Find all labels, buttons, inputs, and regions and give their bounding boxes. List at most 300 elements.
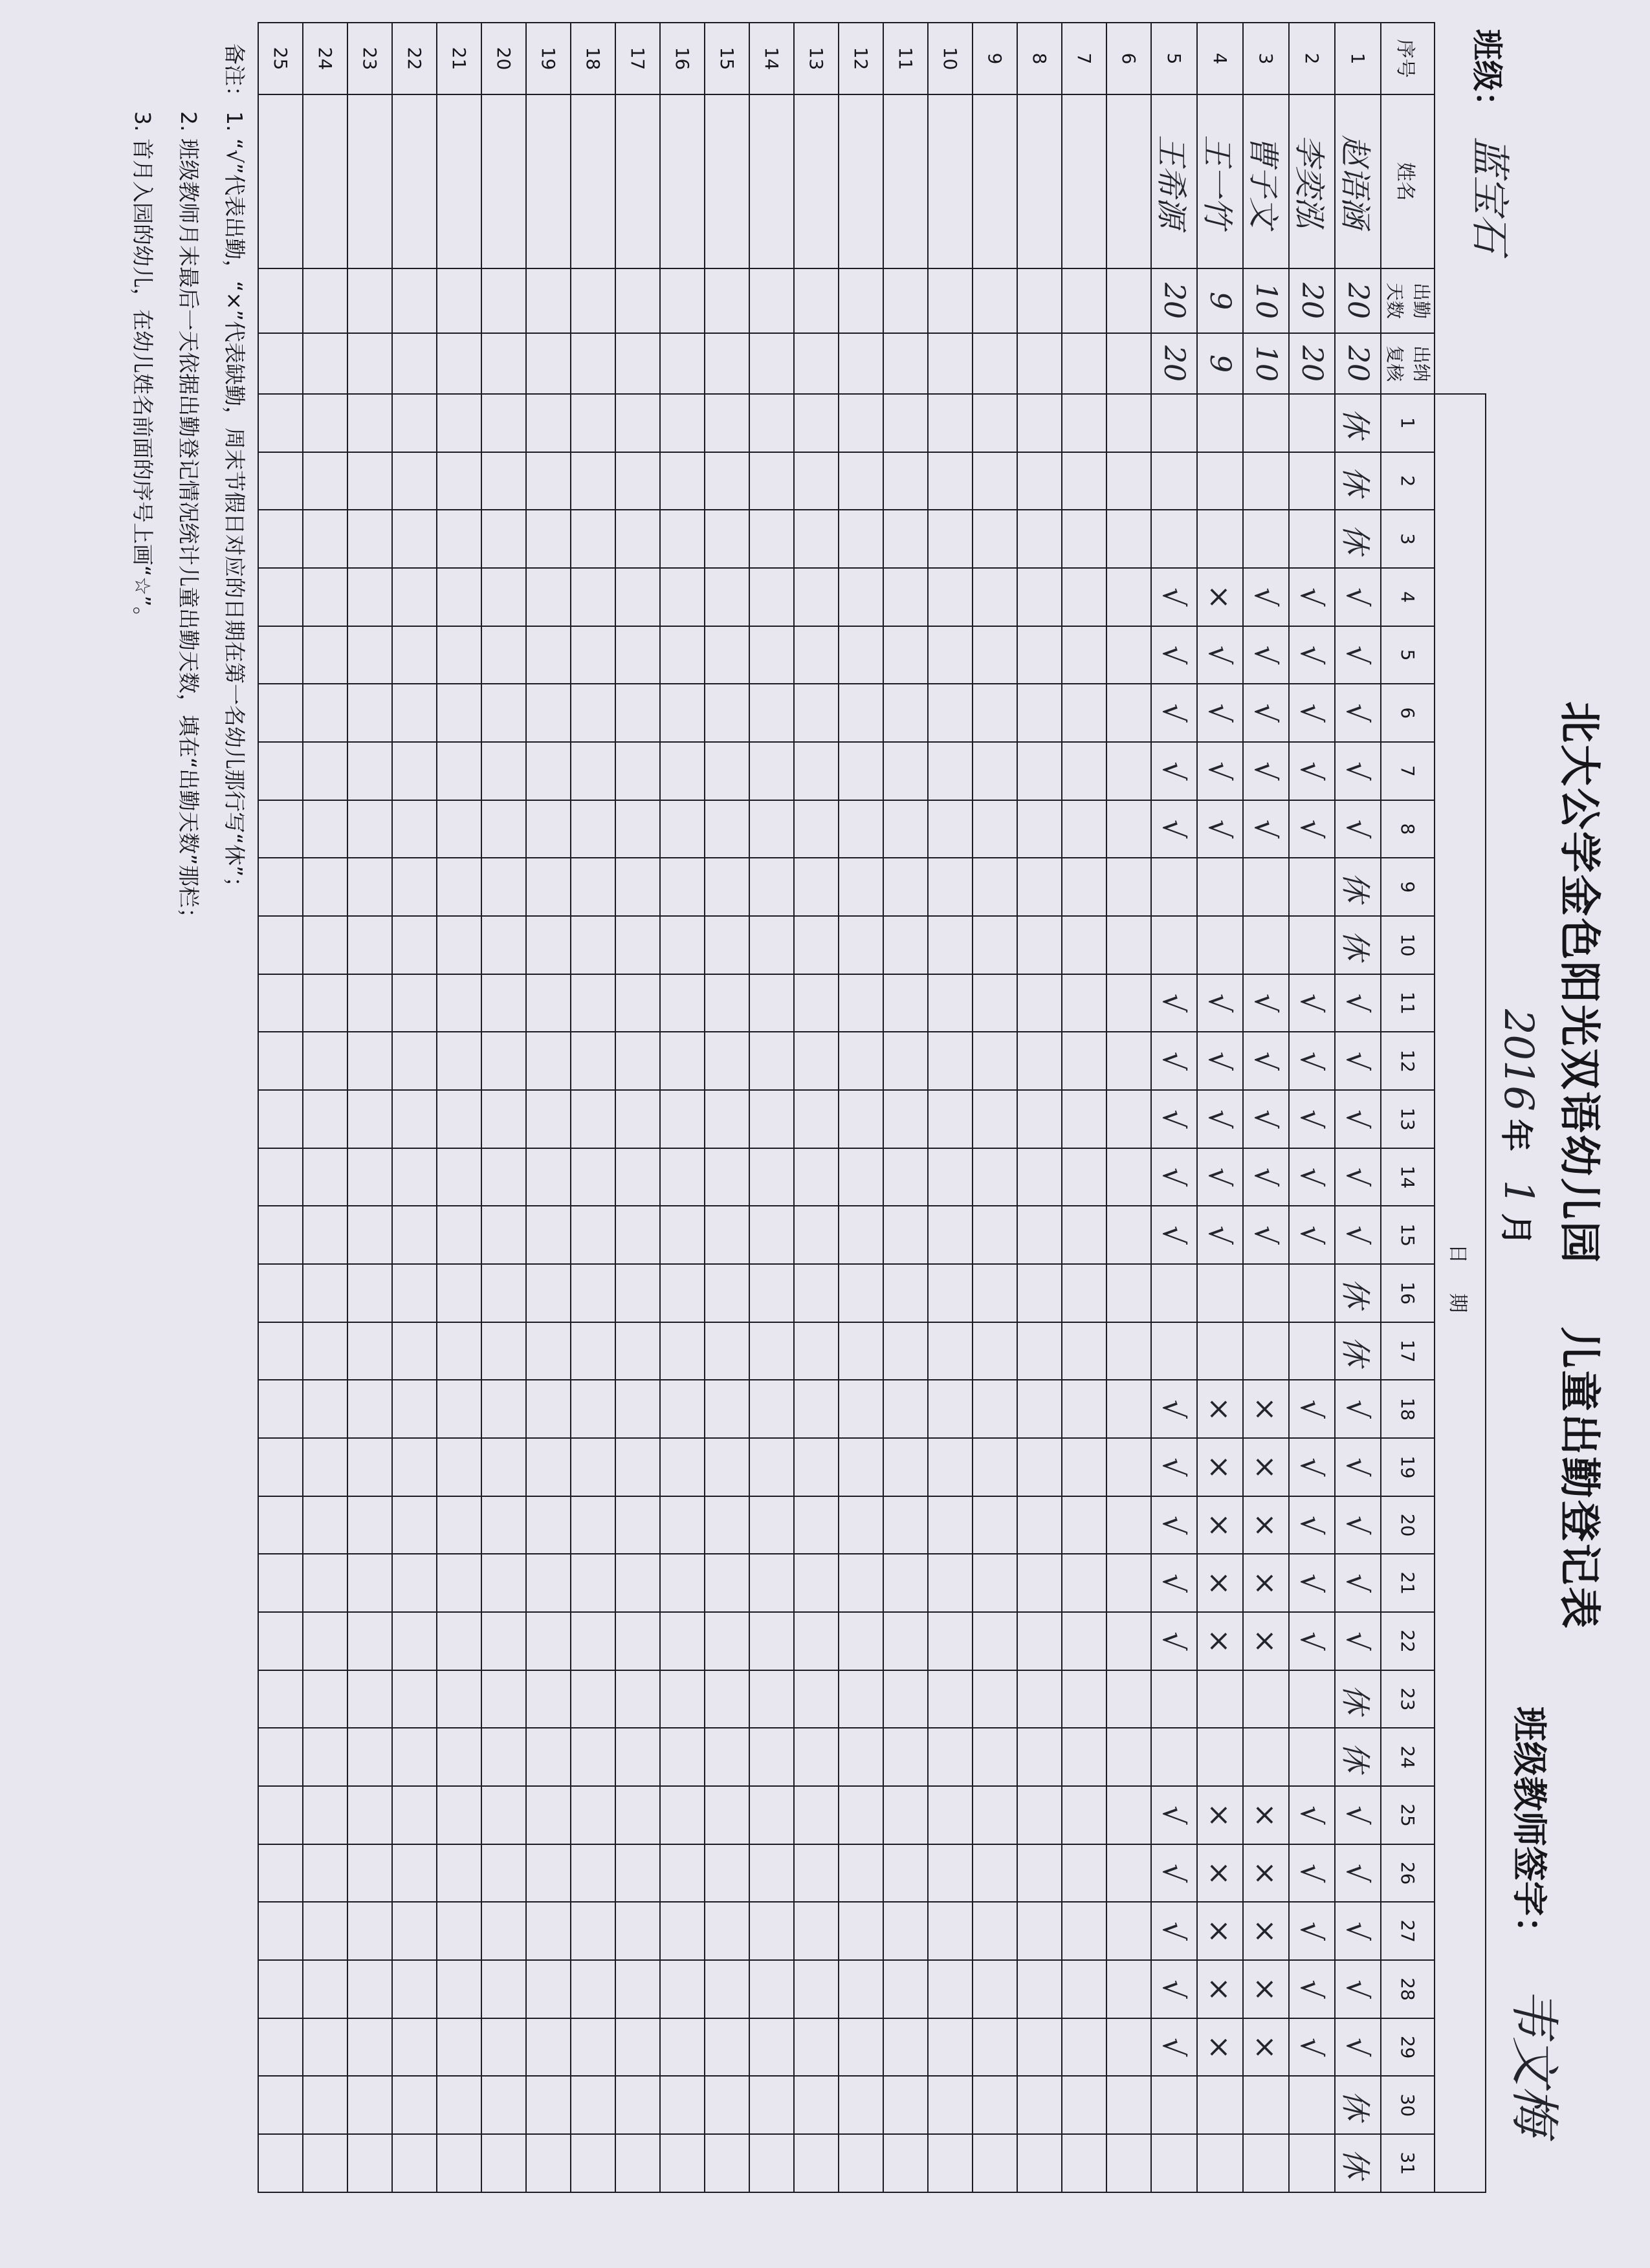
attendance-cell bbox=[1106, 568, 1151, 626]
attendance-cell bbox=[1243, 2018, 1289, 2077]
check-mark: √ bbox=[1156, 1399, 1192, 1419]
check-mark: √ bbox=[1340, 2037, 1376, 2057]
check-mark: √ bbox=[1294, 1631, 1330, 1651]
attendance-cell bbox=[839, 1264, 883, 1322]
attendance-cell bbox=[1106, 1322, 1151, 1380]
attendance-cell bbox=[660, 1438, 705, 1496]
attendance-cell bbox=[839, 742, 883, 800]
attendance-cell bbox=[1243, 1148, 1289, 1206]
attendance-days-cell bbox=[258, 268, 303, 333]
attendance-cell bbox=[794, 2134, 839, 2192]
cross-mark: × bbox=[1202, 1512, 1238, 1538]
attendance-cell bbox=[526, 800, 571, 858]
student-name-cell bbox=[303, 94, 347, 268]
rest-mark: 休 bbox=[1338, 1336, 1374, 1366]
check-mark: √ bbox=[1340, 1515, 1376, 1535]
attendance-cell bbox=[1017, 626, 1062, 684]
check-mark: √ bbox=[1340, 819, 1376, 839]
attendance-cell bbox=[1106, 1032, 1151, 1090]
attendance-cell bbox=[1243, 1728, 1289, 1786]
attendance-cell bbox=[928, 974, 973, 1032]
attendance-cell bbox=[1197, 2076, 1243, 2134]
attendance-cell bbox=[258, 1322, 303, 1380]
attendance-cell bbox=[1062, 2076, 1106, 2134]
attendance-cell bbox=[973, 858, 1017, 916]
attendance-cell bbox=[660, 974, 705, 1032]
attendance-cell bbox=[1151, 800, 1197, 858]
student-name-cell: 赵语涵 bbox=[1335, 94, 1381, 268]
period bbox=[1495, 1009, 1543, 1245]
attendance-cell bbox=[1289, 684, 1335, 742]
attendance-cell bbox=[883, 1902, 928, 1960]
attendance-cell bbox=[437, 1670, 481, 1728]
check-mark: √ bbox=[1294, 1921, 1330, 1941]
attendance-cell bbox=[1197, 2134, 1243, 2192]
attendance-cell bbox=[794, 568, 839, 626]
attendance-cell bbox=[1197, 1322, 1243, 1380]
attendance-cell bbox=[1106, 626, 1151, 684]
cross-mark: × bbox=[1248, 1976, 1284, 2002]
attendance-cell bbox=[705, 452, 749, 510]
attendance-cell bbox=[526, 858, 571, 916]
attendance-cell bbox=[839, 974, 883, 1032]
attendance-cell bbox=[437, 1322, 481, 1380]
attendance-cell bbox=[1106, 1670, 1151, 1728]
attendance-cell bbox=[1062, 2134, 1106, 2192]
attendance-days-cell bbox=[303, 268, 347, 333]
attendance-cell bbox=[1062, 1496, 1106, 1554]
student-name-cell bbox=[928, 94, 973, 268]
attendance-cell bbox=[481, 858, 526, 916]
attendance-cell bbox=[749, 684, 794, 742]
attendance-cell bbox=[258, 1960, 303, 2018]
row-number-cell: 14 bbox=[749, 23, 794, 94]
row-number-cell: 2 bbox=[1289, 23, 1335, 94]
class-value: 蓝宝石 bbox=[1467, 136, 1512, 254]
attendance-cell bbox=[1151, 916, 1197, 974]
cross-mark: × bbox=[1248, 1919, 1284, 1944]
attendance-cell bbox=[571, 1786, 615, 1844]
attendance-cell bbox=[437, 626, 481, 684]
attendance-cell bbox=[481, 1148, 526, 1206]
attendance-cell bbox=[1289, 1960, 1335, 2018]
attendance-cell bbox=[660, 684, 705, 742]
attendance-cell bbox=[928, 800, 973, 858]
attendance-cell bbox=[660, 800, 705, 858]
check-mark: √ bbox=[1294, 1515, 1330, 1535]
check-mark: √ bbox=[1294, 1051, 1330, 1071]
attendance-cell bbox=[303, 1322, 347, 1380]
attendance-cell bbox=[1243, 1612, 1289, 1670]
attendance-cell bbox=[258, 1032, 303, 1090]
cashier-check-cell: 20 bbox=[1335, 333, 1381, 394]
attendance-cell bbox=[1106, 452, 1151, 510]
attendance-cell bbox=[1197, 1264, 1243, 1322]
student-name-cell bbox=[705, 94, 749, 268]
attendance-cell bbox=[794, 684, 839, 742]
attendance-cell bbox=[839, 1670, 883, 1728]
check-mark: √ bbox=[1248, 761, 1284, 781]
attendance-cell bbox=[794, 2076, 839, 2134]
student-row bbox=[347, 23, 392, 2192]
cashier-check-cell: 10 bbox=[1243, 333, 1289, 394]
attendance-cell bbox=[973, 1496, 1017, 1554]
attendance-cell bbox=[1243, 800, 1289, 858]
cross-mark: × bbox=[1202, 1628, 1238, 1654]
attendance-cell bbox=[928, 452, 973, 510]
attendance-cell bbox=[1289, 1090, 1335, 1148]
check-mark: √ bbox=[1156, 1863, 1192, 1883]
attendance-cell bbox=[303, 800, 347, 858]
check-mark: √ bbox=[1156, 587, 1192, 607]
student-name-cell bbox=[973, 94, 1017, 268]
attendance-cell bbox=[437, 394, 481, 452]
attendance-cell bbox=[928, 684, 973, 742]
cross-mark: × bbox=[1202, 1919, 1238, 1944]
attendance-cell bbox=[1289, 626, 1335, 684]
attendance-cell bbox=[839, 1728, 883, 1786]
day-number-header: 24 bbox=[1381, 1728, 1435, 1786]
day-number-header: 27 bbox=[1381, 1902, 1435, 1960]
attendance-cell bbox=[1151, 2018, 1197, 2077]
attendance-cell bbox=[615, 800, 660, 858]
check-mark: √ bbox=[1294, 819, 1330, 839]
attendance-cell bbox=[749, 452, 794, 510]
attendance-cell bbox=[437, 2018, 481, 2077]
attendance-cell bbox=[258, 452, 303, 510]
attendance-cell bbox=[1289, 452, 1335, 510]
check-mark: √ bbox=[1156, 1109, 1192, 1129]
attendance-cell bbox=[1197, 974, 1243, 1032]
attendance-cell bbox=[1197, 1960, 1243, 2018]
teacher-signature: 韦文梅 bbox=[1506, 1987, 1563, 2135]
attendance-days-cell bbox=[1017, 268, 1062, 333]
attendance-cell bbox=[347, 742, 392, 800]
student-name-cell bbox=[794, 94, 839, 268]
attendance-cell bbox=[749, 626, 794, 684]
attendance-days-cell: 20 bbox=[1151, 268, 1197, 333]
attendance-cell bbox=[258, 1612, 303, 1670]
attendance-cell bbox=[303, 452, 347, 510]
student-row bbox=[1243, 23, 1289, 2192]
attendance-cell bbox=[1197, 858, 1243, 916]
attendance-cell bbox=[794, 916, 839, 974]
attendance-cell bbox=[258, 684, 303, 742]
attendance-cell bbox=[258, 1206, 303, 1264]
attendance-days-header-label: 出勤天数 bbox=[1384, 283, 1432, 320]
attendance-cell bbox=[347, 858, 392, 916]
student-row bbox=[481, 23, 526, 2192]
attendance-cell bbox=[347, 1612, 392, 1670]
attendance-cell bbox=[928, 1554, 973, 1612]
day-number-header: 18 bbox=[1381, 1380, 1435, 1438]
day-number-header: 30 bbox=[1381, 2076, 1435, 2134]
attendance-cell bbox=[705, 1902, 749, 1960]
attendance-cell bbox=[794, 1438, 839, 1496]
attendance-cell bbox=[1243, 1264, 1289, 1322]
attendance-cell bbox=[1197, 626, 1243, 684]
attendance-cell bbox=[1335, 394, 1381, 452]
attendance-cell bbox=[749, 1322, 794, 1380]
attendance-cell bbox=[1106, 1612, 1151, 1670]
attendance-cell bbox=[883, 1438, 928, 1496]
attendance-cell bbox=[571, 1902, 615, 1960]
attendance-cell bbox=[883, 510, 928, 568]
day-number-header: 26 bbox=[1381, 1844, 1435, 1903]
note-item: 3. 首月入园的幼儿，在幼儿姓名前面的序号上画“☆”。 bbox=[130, 111, 155, 628]
cashier-check-cell bbox=[1017, 333, 1062, 394]
attendance-cell bbox=[392, 916, 437, 974]
period-month: 1 bbox=[1495, 1179, 1543, 1206]
attendance-cell bbox=[705, 568, 749, 626]
attendance-cell bbox=[571, 1844, 615, 1903]
check-mark: √ bbox=[1340, 761, 1376, 781]
attendance-cell bbox=[1151, 626, 1197, 684]
student-row bbox=[1151, 23, 1197, 2192]
attendance-cell bbox=[347, 1960, 392, 2018]
attendance-cell bbox=[839, 1844, 883, 1903]
attendance-cell bbox=[660, 1206, 705, 1264]
attendance-cell bbox=[347, 1554, 392, 1612]
attendance-cell bbox=[660, 858, 705, 916]
day-number-header: 10 bbox=[1381, 916, 1435, 974]
attendance-cell bbox=[1335, 2018, 1381, 2077]
attendance-cell bbox=[437, 1090, 481, 1148]
attendance-days-cell bbox=[615, 268, 660, 333]
attendance-cell bbox=[1151, 452, 1197, 510]
attendance-cell bbox=[571, 2076, 615, 2134]
attendance-cell bbox=[839, 1148, 883, 1206]
attendance-cell bbox=[1062, 510, 1106, 568]
attendance-cell bbox=[526, 1206, 571, 1264]
attendance-cell bbox=[303, 1090, 347, 1148]
attendance-cell bbox=[481, 1902, 526, 1960]
attendance-cell bbox=[794, 1496, 839, 1554]
attendance-cell bbox=[1197, 510, 1243, 568]
attendance-cell bbox=[392, 1032, 437, 1090]
attendance-cell bbox=[973, 452, 1017, 510]
attendance-cell bbox=[705, 916, 749, 974]
attendance-cell bbox=[660, 2018, 705, 2077]
attendance-cell bbox=[303, 2076, 347, 2134]
attendance-cell bbox=[1062, 916, 1106, 974]
attendance-cell bbox=[705, 1844, 749, 1903]
attendance-days-cell: 20 bbox=[1335, 268, 1381, 333]
attendance-table bbox=[258, 22, 1486, 2193]
attendance-cell bbox=[347, 568, 392, 626]
attendance-cell bbox=[437, 1902, 481, 1960]
attendance-cell bbox=[1289, 1148, 1335, 1206]
attendance-cell bbox=[347, 1496, 392, 1554]
attendance-cell bbox=[1062, 1322, 1106, 1380]
attendance-cell bbox=[392, 1380, 437, 1438]
attendance-cell bbox=[883, 800, 928, 858]
attendance-cell bbox=[839, 684, 883, 742]
day-number-header: 29 bbox=[1381, 2018, 1435, 2077]
attendance-cell bbox=[303, 1438, 347, 1496]
attendance-cell bbox=[973, 2076, 1017, 2134]
cross-mark: × bbox=[1248, 2034, 1284, 2060]
attendance-cell bbox=[839, 1438, 883, 1496]
attendance-cell bbox=[1017, 1264, 1062, 1322]
attendance-cell bbox=[660, 394, 705, 452]
attendance-cell bbox=[392, 1844, 437, 1903]
attendance-cell bbox=[1151, 1438, 1197, 1496]
check-mark: √ bbox=[1202, 1051, 1238, 1071]
attendance-cell bbox=[392, 1496, 437, 1554]
attendance-cell bbox=[1106, 1496, 1151, 1554]
attendance-cell bbox=[1335, 1554, 1381, 1612]
rest-mark: 休 bbox=[1338, 2148, 1374, 2179]
attendance-cell bbox=[883, 394, 928, 452]
attendance-cell bbox=[1062, 1032, 1106, 1090]
attendance-cell bbox=[1017, 1902, 1062, 1960]
check-mark: √ bbox=[1156, 703, 1192, 723]
attendance-cell bbox=[526, 2018, 571, 2077]
attendance-cell bbox=[883, 1786, 928, 1844]
attendance-cell bbox=[437, 1728, 481, 1786]
student-row bbox=[1106, 23, 1151, 2192]
check-mark: √ bbox=[1156, 1631, 1192, 1651]
attendance-cell bbox=[258, 1496, 303, 1554]
attendance-cell bbox=[928, 1380, 973, 1438]
cross-mark: × bbox=[1202, 1454, 1238, 1480]
attendance-cell bbox=[1017, 1612, 1062, 1670]
attendance-cell bbox=[883, 684, 928, 742]
attendance-cell bbox=[1243, 684, 1289, 742]
attendance-cell bbox=[749, 742, 794, 800]
attendance-cell bbox=[571, 1670, 615, 1728]
attendance-cell bbox=[392, 1148, 437, 1206]
row-number-cell: 23 bbox=[347, 23, 392, 94]
student-name-cell bbox=[526, 94, 571, 268]
attendance-cell bbox=[437, 1380, 481, 1438]
check-mark: √ bbox=[1294, 1805, 1330, 1825]
attendance-cell bbox=[303, 1554, 347, 1612]
attendance-cell bbox=[794, 626, 839, 684]
attendance-cell bbox=[705, 394, 749, 452]
attendance-cell bbox=[794, 858, 839, 916]
attendance-cell bbox=[347, 684, 392, 742]
attendance-cell bbox=[749, 1264, 794, 1322]
attendance-cell bbox=[1335, 1670, 1381, 1728]
attendance-cell bbox=[258, 2134, 303, 2192]
day-number-header: 25 bbox=[1381, 1786, 1435, 1844]
rest-mark: 休 bbox=[1338, 930, 1374, 960]
attendance-cell bbox=[928, 1786, 973, 1844]
attendance-cell bbox=[749, 2076, 794, 2134]
check-mark: √ bbox=[1202, 645, 1238, 665]
attendance-cell bbox=[303, 1206, 347, 1264]
attendance-cell bbox=[1289, 1786, 1335, 1844]
attendance-cell bbox=[1017, 2134, 1062, 2192]
attendance-cell bbox=[973, 1380, 1017, 1438]
attendance-cell bbox=[1335, 684, 1381, 742]
attendance-days-cell bbox=[794, 268, 839, 333]
attendance-cell bbox=[660, 1786, 705, 1844]
attendance-cell bbox=[883, 1148, 928, 1206]
attendance-cell bbox=[1335, 626, 1381, 684]
attendance-cell bbox=[705, 684, 749, 742]
attendance-cell bbox=[928, 1438, 973, 1496]
attendance-cell bbox=[1062, 1844, 1106, 1903]
attendance-cell bbox=[437, 916, 481, 974]
attendance-cell bbox=[928, 626, 973, 684]
attendance-cell bbox=[749, 1786, 794, 1844]
attendance-cell bbox=[258, 974, 303, 1032]
attendance-cell bbox=[615, 1902, 660, 1960]
attendance-cell bbox=[660, 1322, 705, 1380]
attendance-cell bbox=[660, 1090, 705, 1148]
attendance-cell bbox=[303, 1960, 347, 2018]
attendance-cell bbox=[437, 800, 481, 858]
attendance-cell bbox=[526, 1902, 571, 1960]
attendance-cell bbox=[883, 1960, 928, 2018]
attendance-cell bbox=[794, 394, 839, 452]
attendance-cell bbox=[1151, 1670, 1197, 1728]
attendance-cell bbox=[1289, 742, 1335, 800]
cashier-check-header bbox=[1381, 333, 1435, 394]
attendance-cell bbox=[1151, 1844, 1197, 1903]
student-name-cell bbox=[258, 94, 303, 268]
attendance-cell bbox=[794, 1554, 839, 1612]
attendance-cell bbox=[660, 2076, 705, 2134]
attendance-days-cell bbox=[1106, 268, 1151, 333]
attendance-cell bbox=[973, 1148, 1017, 1206]
cashier-check-cell: 20 bbox=[1289, 333, 1335, 394]
attendance-cell bbox=[973, 568, 1017, 626]
attendance-cell bbox=[258, 742, 303, 800]
attendance-days-cell bbox=[392, 268, 437, 333]
cross-mark: × bbox=[1202, 1860, 1238, 1886]
attendance-cell bbox=[1335, 1322, 1381, 1380]
cashier-check-cell bbox=[705, 333, 749, 394]
attendance-days-cell bbox=[839, 268, 883, 333]
attendance-cell bbox=[839, 626, 883, 684]
attendance-cell bbox=[481, 974, 526, 1032]
attendance-cell bbox=[615, 1380, 660, 1438]
student-row bbox=[526, 23, 571, 2192]
attendance-cell bbox=[1106, 916, 1151, 974]
attendance-cell bbox=[1017, 974, 1062, 1032]
student-row bbox=[973, 23, 1017, 2192]
attendance-cell bbox=[615, 1264, 660, 1322]
attendance-cell bbox=[660, 1960, 705, 2018]
check-mark: √ bbox=[1340, 1573, 1376, 1593]
cashier-check-cell bbox=[347, 333, 392, 394]
attendance-cell bbox=[1106, 1090, 1151, 1148]
row-number-cell: 5 bbox=[1151, 23, 1197, 94]
student-name-cell bbox=[1106, 94, 1151, 268]
cross-mark: × bbox=[1248, 1512, 1284, 1538]
attendance-cell bbox=[749, 1554, 794, 1612]
attendance-cell bbox=[303, 626, 347, 684]
attendance-cell bbox=[258, 1438, 303, 1496]
attendance-cell bbox=[303, 858, 347, 916]
attendance-cell bbox=[258, 916, 303, 974]
rest-mark: 休 bbox=[1338, 466, 1374, 496]
attendance-cell bbox=[1106, 1554, 1151, 1612]
attendance-cell bbox=[526, 568, 571, 626]
student-row bbox=[1289, 23, 1335, 2192]
attendance-cell bbox=[1197, 1612, 1243, 1670]
attendance-cell bbox=[481, 800, 526, 858]
attendance-cell bbox=[1062, 858, 1106, 916]
attendance-cell bbox=[660, 1902, 705, 1960]
attendance-cell bbox=[526, 1960, 571, 2018]
attendance-cell bbox=[481, 684, 526, 742]
attendance-cell bbox=[794, 1322, 839, 1380]
